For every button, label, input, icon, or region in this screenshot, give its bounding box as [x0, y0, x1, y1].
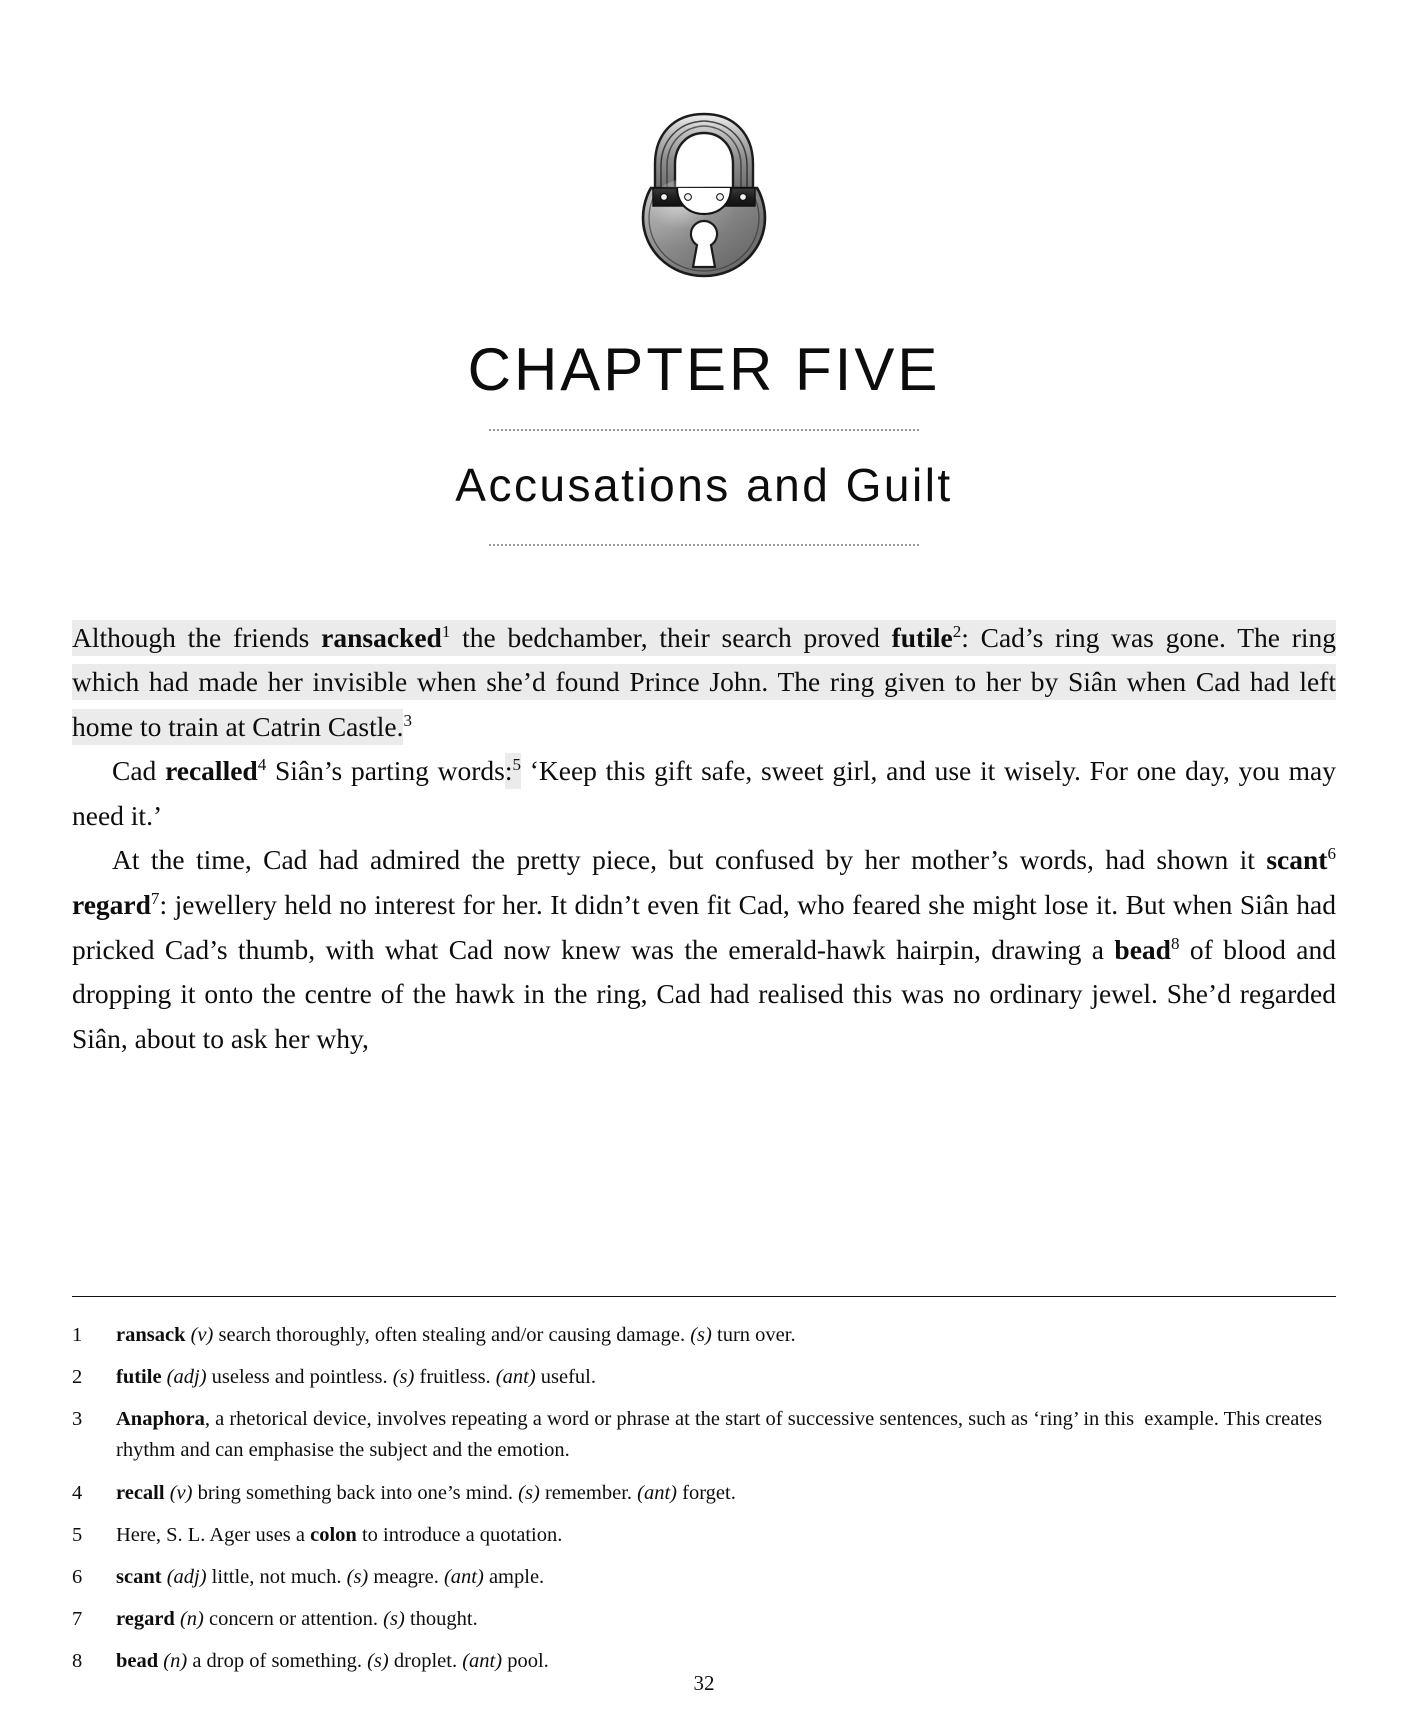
footnote-number: 6: [72, 1565, 83, 1588]
glossary-term: regard: [72, 888, 151, 920]
footnote-text: Here, S. L. Ager uses a colon to introduce a quotation.: [116, 1523, 563, 1546]
footnote-item: [72, 1362, 1336, 1393]
footnote-ref[interactable]: 4: [257, 755, 267, 775]
footnote-number: 8: [72, 1650, 83, 1673]
glossary-term: recalled: [165, 755, 258, 787]
footnote-text: scant (adj) little, not much. (s) meagre. (ant) ample.: [116, 1565, 545, 1588]
footnote-number: 1: [72, 1324, 83, 1346]
chapter-title: CHAPTER FIVE: [467, 336, 941, 403]
footnote-ref[interactable]: 6: [1327, 844, 1336, 864]
highlight-footnote-ref: [512, 753, 521, 789]
glossary-term: bead: [1114, 933, 1171, 965]
paragraph-1: [72, 616, 1336, 750]
footnote-ref[interactable]: 3: [403, 710, 412, 730]
glossary-term: scant: [1266, 844, 1328, 876]
paragraph-2: Cad recalled$^4$ Siân’s parting words:$^5$ ‘Keep this gift safe, sweet girl, and use it wisely. For one day, you may need it.’: [72, 755, 1336, 831]
footnote-ref[interactable]: 1: [441, 621, 451, 641]
padlock-keyhole: [691, 221, 717, 267]
footnote-number: 2: [72, 1366, 83, 1389]
footnote-number: 7: [72, 1608, 83, 1631]
footnote-text: regard (n) concern or attention. (s) thought.: [116, 1608, 478, 1631]
heading-divider-bottom: [489, 544, 919, 546]
heading-divider-top: [489, 429, 919, 431]
glossary-term: ransacked: [321, 621, 442, 653]
chapter-ornament: [72, 0, 1336, 286]
rivet: [740, 194, 747, 201]
footnote-text: ransack (v) search thoroughly, often stealing and/or causing damage. (s) turn over.: [116, 1324, 796, 1346]
footnote-number: 4: [72, 1481, 83, 1504]
glossary-term: futile: [891, 621, 953, 653]
padlock-icon: [629, 108, 779, 286]
footnote-item: [72, 1478, 1336, 1509]
footnote-item: [72, 1320, 1336, 1351]
footnote-list: [72, 1320, 1336, 1688]
footnote-number: 5: [72, 1523, 83, 1546]
footnote-number: 3: [72, 1408, 83, 1431]
paragraph-3: At the time, Cad had admired the pretty piece, but confused by her mother’s words, had shown it scant$^6$ regard$^7$: jewellery held no interest for her. It didn’t even fit Cad, who feared she might lose it. But when Siân had pricked Cad’s thumb, with what Cad now knew was the emerald-hawk hairpin, drawing a bead$^8$ of blood and dropping it onto the centre of the hawk in the ring, Cad had realised this was no ordinary jewel. She’d regarded Siân, about to ask her why,: [72, 844, 1336, 1054]
highlight-colon: :: [505, 753, 513, 789]
page-number: 32: [693, 1671, 715, 1695]
rivet: [717, 194, 724, 201]
highlight-span: Although the friends ransacked$^1$ the bedchamber, their search proved futile$^2$: Cad’s ring was gone. The ring which had made her invisible when she’d found Prince John. The ring given to her by Siân when Cad had left home to train at Catrin Castle.: [72, 620, 1336, 745]
chapter-subtitle: Accusations and Guilt: [455, 458, 953, 511]
rivet: [685, 194, 692, 201]
footnote-text: futile (adj) useless and pointless. (s) fruitless. (ant) useful.: [116, 1366, 597, 1389]
footnote-ref[interactable]: 5: [512, 755, 521, 775]
footnote-text: Anaphora, a rhetorical device, involves repeating a word or phrase at the start of successive sentences, such as ‘ring’ in this example. This creates rhythm and can emphasise the subject and the emotion.: [116, 1408, 1323, 1462]
footnote-ref[interactable]: 7: [150, 888, 160, 908]
rivet: [661, 194, 668, 201]
footnote-ref[interactable]: 8: [1170, 933, 1180, 953]
footnote-ref[interactable]: 2: [952, 621, 962, 641]
footnote-item: [72, 1562, 1336, 1593]
footnote-item: [72, 1404, 1336, 1466]
footnote-text: bead (n) a drop of something. (s) droplet. (ant) pool.: [116, 1650, 549, 1673]
footnote-item: [72, 1604, 1336, 1635]
footnote-separator: [72, 1296, 1336, 1297]
footnote-text: recall (v) bring something back into one’s mind. (s) remember. (ant) forget.: [116, 1481, 736, 1504]
footnote-item: [72, 1520, 1336, 1551]
chapter-body: [72, 616, 1336, 1061]
